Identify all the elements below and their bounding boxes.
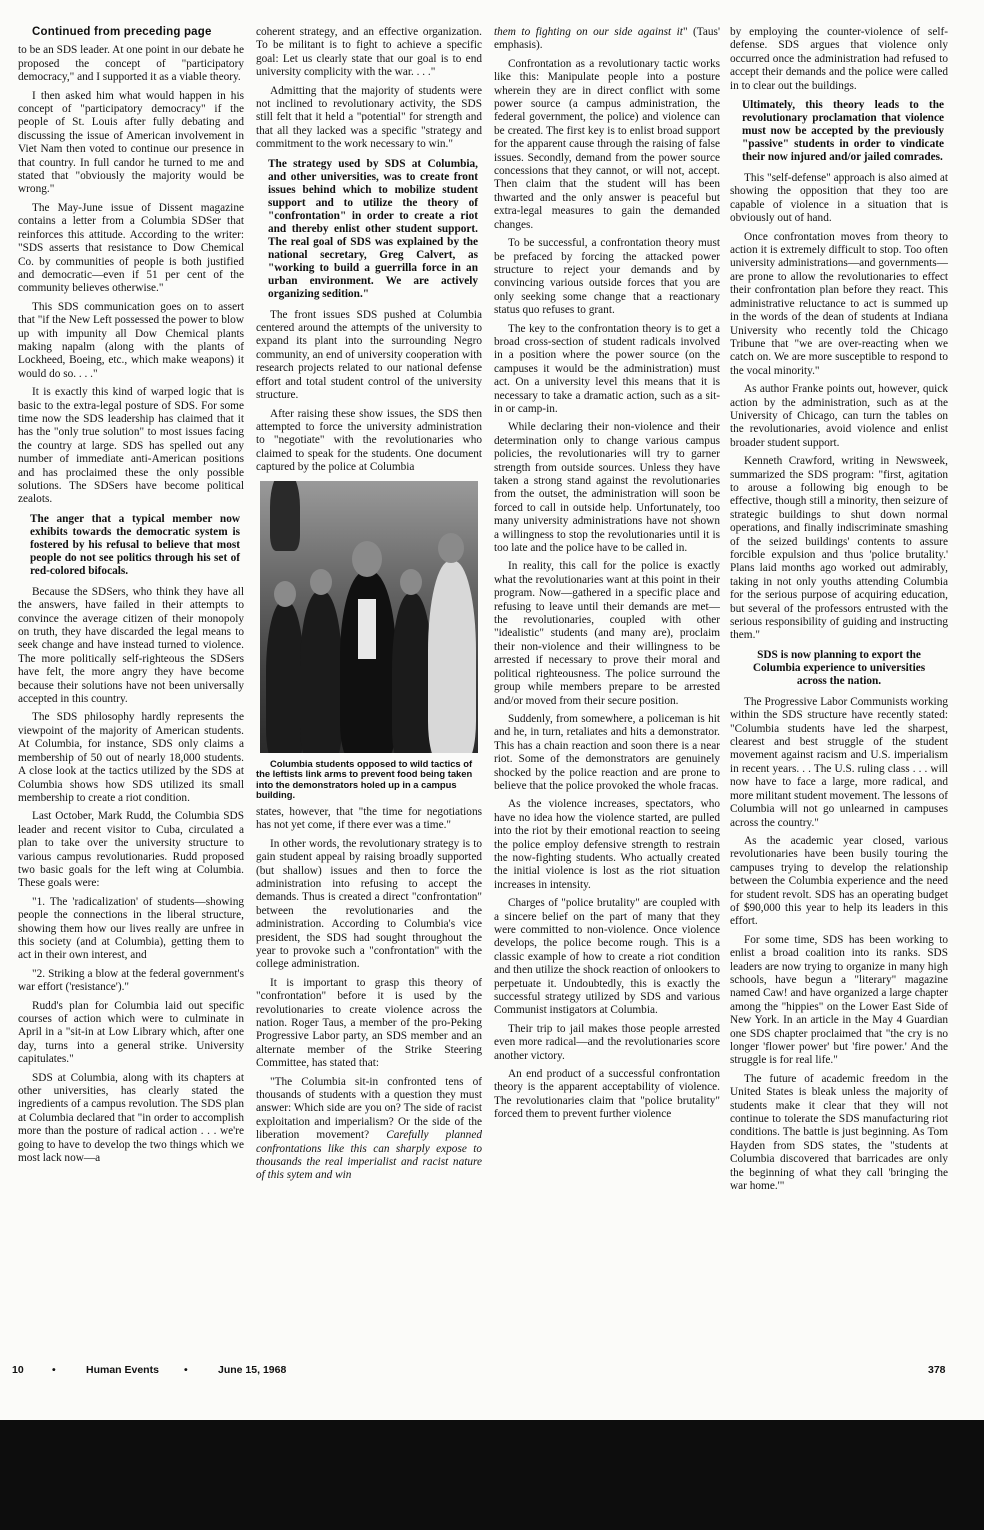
paragraph: SDS at Columbia, along with its chapters at other universities, has clearly stated the ingredients of a campus revolution. The SDS plan at Columbia declared that "in order to accomplish more than the posture of radical action . . . we're going to have to develop the two things which we most lack now—a	[18, 1071, 244, 1165]
quote-emphasis: Carefully planned confrontations like this can sharply expose to thousands the real imperialist and racist nature of this sytem and win	[256, 1129, 482, 1182]
photo-caption: Columbia students opposed to wild tactics of the leftists link arms to prevent food being taken into the demonstrators holed up in a campus building.	[256, 757, 473, 801]
article-column-3	[494, 26, 720, 1354]
quote-emphasis: them to fighting on our side against it	[494, 26, 683, 38]
paragraph: To be successful, a confrontation theory must be prefaced by forcing the attacked power structure to reject your demands and by convincing various outside forces that you are only seeking some change that a reactionary status quo refuses to grant.	[494, 237, 720, 317]
issue-date: June 15, 1968	[218, 1364, 287, 1376]
paragraph: Because the SDSers, who think they have all the answers, have failed in their attempts to convince the average citizen of their monopoly on truth, they have discarded the legal means to seek change and have instead turned to violence. The more politically self-righteous the SDSers have felt, the more angry they have become because their solutions have not been universally accepted in this country.	[18, 585, 244, 706]
quote-text: "The Columbia sit-in confronted tens of thousands of students with a question they must answer: Which side are you on? The side of racist exploitation and imperialism? Or the side of the liberation movement?	[256, 1075, 482, 1142]
paragraph: "1. The 'radicalization' of students—showing people the connections in the liberal structure, showing them how our lives really are unfree in this society (and at Columbia), getting them to act in their own interest, and	[18, 895, 244, 962]
paragraph: Suddenly, from somewhere, a policeman is hit and he, in turn, retaliates and hits a demonstrator. This has a chain reaction and soon there is a near riot. Some of the demonstrators are genuinely shocked by the police reaction and are prone to believe that the police provoked the whole fracas.	[494, 712, 720, 792]
paragraph: to be an SDS leader. At one point in our debate he proposed the concept of "participatory democracy," and I supported it as a viable theory.	[18, 44, 244, 84]
page-number: 10	[12, 1364, 24, 1376]
paragraph: The SDS philosophy hardly represents the viewpoint of the majority of American students. At Columbia, for instance, SDS only claims a membership of 50 out of nearly 18,000 students. A close look at the tactics utilized by the SDS at Columbia shows how SDS utilized its small membership to create a riot condition.	[18, 711, 244, 804]
paragraph: The Progressive Labor Communists working within the SDS structure have recently stated: "Columbia students have led the sharpest, clearest and best struggle of the student movement against racism and U.S. imperialism in recent years. . . The U.S. ruling class . . . will now have to face a large, more radical, and more militant student movement. The lessons of Columbia will not go unlearned in campuses across the country."	[730, 695, 948, 829]
paragraph: This "self-defense" approach is also aimed at showing the opposition that they too are capable of violence in a situation that is obviously out of hand.	[730, 172, 948, 225]
paragraph: "2. Striking a blow at the federal government's war effort ('resistance')."	[18, 967, 244, 994]
paragraph: The future of academic freedom in the United States is bleak unless the majority of students make it clear that they will not continue to tolerate the SDS manufacturing riot conditions. The battle is just beginning. As Tom Hayden from SDS states, the "students at Columbia discovered that barricades are only the beginning of what they call 'bringing the war home.'"	[730, 1072, 948, 1193]
paragraph: Last October, Mark Rudd, the Columbia SDS leader and recent visitor to Cuba, circulated a plan to take over the university structure to various campus revolutionaries. Rudd proposed two basic goals for the left wing at Columbia. These goals were:	[18, 810, 244, 890]
paragraph: Confrontation as a revolutionary tactic works like this: Manipulate people into a posture wherein they are in direct conflict with some power source (a campus administration, the federal government, the police) and violence can be created. The first key is to enlist broad support for the apparent cause through the raising of false issues. Secondly, demand from the power source concessions that they cannot, or will not, accept. Then claim that the student will has been thwarted and the only answer is peaceful but extra-legal measures to gain the demanded changes.	[494, 57, 720, 231]
paragraph: I then asked him what would happen in his concept of "participatory democracy" if the people of St. Louis after fully debating and discussing the issue of American involvement in Viet Nam then voted to continue our presence in that country. In full candor he turned to me and stated that "obviously the majority would be wrong."	[18, 89, 244, 196]
paragraph: In reality, this call for the police is exactly what the revolutionaries want at this point in their program. Now—gathered in a specific place and refusing to leave until their demands are met—the revolutionaries, coupled with other "idealistic" students (and many are), proclaim their non-violence and their willingness to be arrested if necessary to prove their moral and political righteousness. The police surround the group while members prepare to be arrested and/or moved from their secure position.	[494, 560, 720, 707]
paragraph: In other words, the revolutionary strategy is to gain student appeal by raising broadly supported (but shallow) issues and then to force the administration into refusing to accept the demands. Thus is created a direct "confrontation" between the revolutionaries and the administration. According to Columbia's vice president, the SDS had sought throughout the year to provoke such a "confrontation" with the college administration.	[256, 837, 482, 971]
paragraph: An end product of a successful confrontation theory is the apparent acceptability of violence. The revolutionaries claim that "police brutality" forced them to prevent further violence	[494, 1068, 720, 1121]
article-column-4	[730, 26, 948, 1354]
paragraph: As the academic year closed, various revolutionaries have been busily touring the campuses trying to develop the relationship between the Columbia experience and the need for student revolt. SDS has an operating budget of $90,000 this year to help its leaders in this effort.	[730, 834, 948, 928]
footer-bullet: •	[184, 1364, 188, 1376]
paragraph: As the violence increases, spectators, who have no idea how the violence started, are pulled into the riot by their emotional reaction to seeing the police employ defensive strength to restrain the now-fighting students. Who actually created the initial violence is lost as the riot situation increases in intensity.	[494, 798, 720, 891]
paragraph: Rudd's plan for Columbia laid out specific courses of action which were to culminate in April in a "sit-in at Low Library which, after one day, turns into a general strike. University capitulates."	[18, 999, 244, 1066]
pull-quote: Ultimately, this theory leads to the revolutionary proclamation that violence must now be accepted by the previously "passive" students in order to vindicate their now injured and/or jailed comrades.	[742, 99, 944, 164]
continued-label: Continued from preceding page	[32, 26, 212, 38]
paragraph: Their trip to jail makes those people arrested even more radical—and the revolutionaries score another victory.	[494, 1022, 720, 1062]
paragraph: states, however, that "the time for negotiations has not yet come, if there ever was a time."	[256, 805, 482, 832]
paragraph: by employing the counter-violence of self-defense. SDS argues that violence only occurred once the administration had refused to accept their demands and the police were called in to clear out the buildings.	[730, 26, 948, 92]
paragraph: The key to the confrontation theory is to get a broad cross-section of student radicals involved in a position where the power source (on the campuses it would be the administration) must act. On a university level this means that it is necessary to take a dramatic action, such as a sit-in or camp-in.	[494, 322, 720, 415]
folio-number: 378	[928, 1364, 946, 1376]
publication-name: Human Events	[86, 1364, 159, 1376]
page-footer	[0, 1364, 984, 1384]
pull-quote: The anger that a typical member now exhibits towards the democratic system is fostered by his refusal to believe that most people do not see politics through his set of red-colored bifocals.	[30, 512, 240, 577]
pull-quote: SDS is now planning to export the Columbia experience to universities across the nation.	[752, 648, 926, 687]
article-column-1	[18, 26, 244, 1354]
paragraph: After raising these show issues, the SDS then attempted to force the university administration to "negotiate" with the revolutionaries who claimed to speak for the students. One document captured by the police at Columbia	[256, 407, 482, 474]
paragraph: While declaring their non-violence and their determination only to change various campus policies, the revolutionaries will try to garner strength from outside sources. Unless they have taken a strong stand against the revolutionaries from the outset, the administration will soon be forced to call in outside help. Unfortunately, too many university administrations have not shown a willingness to stop the revolutionaries until it is too late and the police have to be called in.	[494, 421, 720, 555]
paragraph: Charges of "police brutality" are coupled with a sincere belief on the part of many that they were committed to non-violence. Once violence develops, the police become rough. This is a classic example of how to create a riot condition and then utilize the shock reaction of onlookers to perpetuate it. Undoubtedly, this is exactly the successful strategy utilized by SDS and various Communist instigators at Columbia.	[494, 897, 720, 1017]
scan-border	[0, 1420, 984, 1530]
paragraph	[256, 1076, 482, 1183]
paragraph: coherent strategy, and an effective organization. To be militant is to fight to achieve a specific goal: Let us clearly state that our goal is to end university complicity with the war. . . ."	[256, 26, 482, 79]
paragraph	[494, 26, 720, 53]
news-photo	[260, 481, 478, 753]
paragraph: Admitting that the majority of students were not inclined to revolutionary activity, the SDS still felt that it held a "potential" for strength and that all they lacked was a specific "strategy and commitment to the work necessary to win."	[256, 84, 482, 151]
paragraph: The May-June issue of Dissent magazine contains a letter from a Columbia SDSer that reinforces this attitude. According to the writer: "SDS asserts that resistance to Dow Chemical Co. by communities of people is both justified and democratic—even if 51 per cent of the community believes otherwise."	[18, 201, 244, 295]
paragraph: The front issues SDS pushed at Columbia centered around the attempts of the university to expand its plant into the surrounding Negro community, an end of university cooperation with research projects related to our national defense effort and total student control of the university structure.	[256, 308, 482, 402]
pull-quote: The strategy used by SDS at Columbia, and other universities, was to create front issues behind which to mobilize student support and to utilize the theory of "confrontation" in order to create a riot and thereby enlist other student support. The real goal of SDS was explained by the national secretary, Greg Calvert, as "working to build a guerrilla force in an urban environment. We are actively organizing sedition."	[268, 157, 478, 300]
paragraph: This SDS communication goes on to assert that "if the New Left possessed the power to blow up with impunity all Dow Chemical plants making napalm (along with the plants of Lockheed, Boeing, etc., which make weapons) it would do so. . . ."	[18, 300, 244, 380]
paragraph: It is exactly this kind of warped logic that is basic to the extra-legal posture of SDS. For some time now the SDS leadership has claimed that it has the "only true solution" to most issues facing the country at large. SDS has spelled out any number of immediate anti-American positions and has proclaimed these the only possible solutions. The SDSers have become political zealots.	[18, 386, 244, 506]
paragraph: As author Franke points out, however, quick action by the administration, such as at the University of Chicago, can turn the tables on the revolutionaries, avoid violence and enlist broader student support.	[730, 383, 948, 449]
article-column-2	[256, 26, 482, 1354]
footer-bullet: •	[52, 1364, 56, 1376]
paragraph: Once confrontation moves from theory to action it is extremely difficult to stop. Too often university administrations—and governments—are prone to allow the revolutionaries to effect their confrontation plan before they react. This administrative reluctance to act is summed up in the words of the dean of students at Indiana University who recently told the Chicago Tribune that "we are over-reacting when we catch on. We are more susceptible to respond to the vocal minority."	[730, 230, 948, 377]
paragraph: Kenneth Crawford, writing in Newsweek, summarized the SDS program: "first, agitation to arouse a following big enough to be effective, though still a minority, then seizure of strategic buildings to shut down normal operations, and finally indiscriminate smashing of the seized buildings' contents to assure forcible expulsion and thus 'police brutality.' Plans laid months ago worked out admirably, taking in not only youths attending Columbia for the serious purpose of acquiring education, but several of the professors entrusted with the serious responsibility of guiding and instructing them."	[730, 455, 948, 642]
quote-attribution: " (Taus' emphasis).	[494, 26, 720, 52]
paragraph: For some time, SDS has been working to enlist a broad coalition into its ranks. SDS leaders are now trying to organize in many high schools, have begun a "literary" magazine named Caw! and have organized a large chapter among the "hippies" on the Lower East Side of New York. In an article in the May 4 Guardian one SDS chapter proclaimed that "the cry is no longer 'flower power' but 'fire power.' And the struggle is for real life."	[730, 933, 948, 1067]
paragraph: It is important to grasp this theory of "confrontation" before it is used by the revolutionaries to create violence across the nation. Roger Taus, a member of the pro-Peking Progressive Labor party, an SDS member and an alternate member of the Strike Steering Committee, has stated that:	[256, 976, 482, 1070]
